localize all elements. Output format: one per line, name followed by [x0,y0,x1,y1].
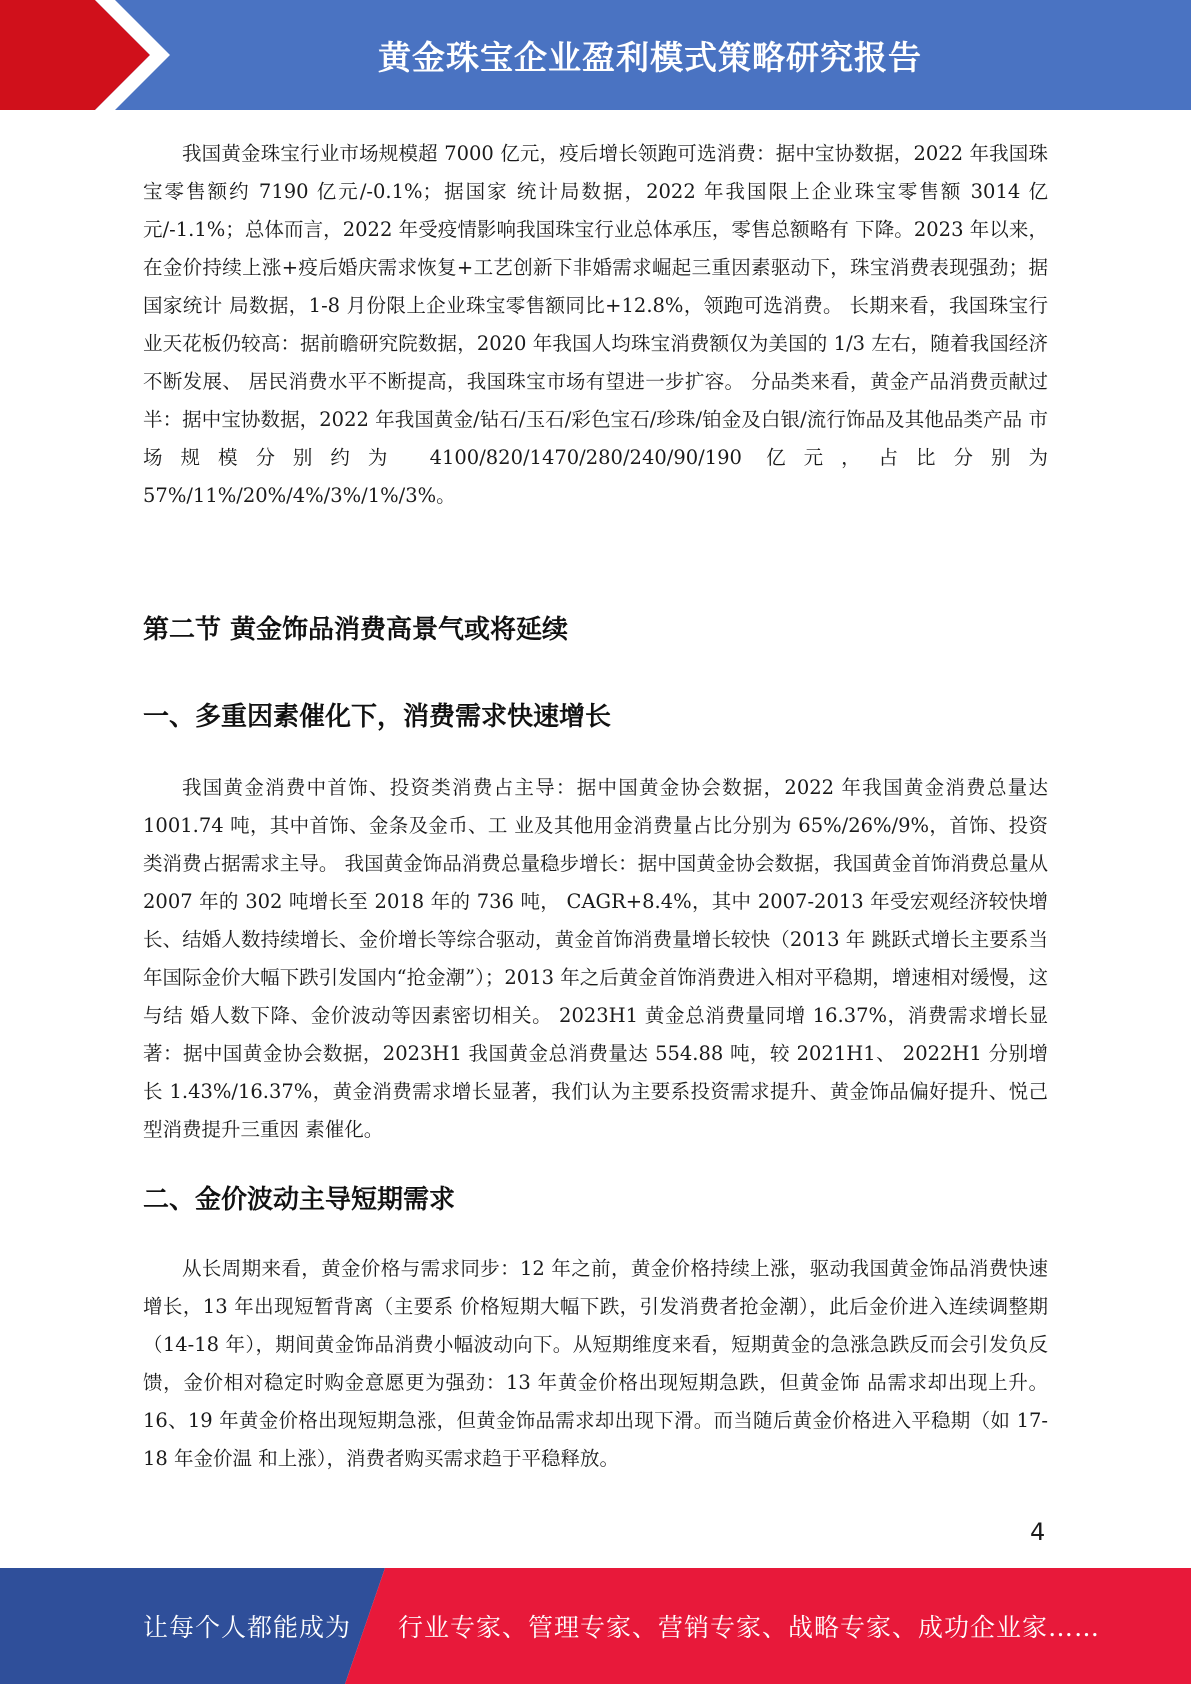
page-header [0,0,1191,110]
report-title: 黄金珠宝企业盈利模式策略研究报告 [378,37,922,77]
section-title: 第二节 黄金饰品消费高景气或将延续 [143,615,569,645]
footer-slogan-left: 让每个人都能成为 [143,1613,352,1642]
section-heading-block [143,609,1048,646]
footer-slogan-right: 行业专家、管理专家、营销专家、战略专家、成功企业家…… [398,1613,1101,1642]
subsection1-heading-block [143,696,1048,733]
subsection2-paragraph: 从长周期来看，黄金价格与需求同步：12 年之前，黄金价格持续上涨，驱动我国黄金饰品消费快速增长，13 年出现短暂背离（主要系 价格短期大幅下跌，引发消费者抢金潮），此后金价进入连续调整期（14-18 年），期间黄金饰品消费小幅波动向下。从短期维度来看，短期黄金的急涨急跌反而会引发负反馈，金价相对稳定时购金意愿更为强劲：13 年黄金价格出现短期急跌，但黄金饰 品需求却出现上升。16、19 年黄金价格出现短期急涨，但黄金饰品需求却出现下滑。而当随后黄金价格进入平稳期（如 17-18 年金价温 和上涨），消费者购买需求趋于平稳释放。 [143,1257,1048,1470]
subsection2-body [143,1250,1048,1478]
subsection1-body [143,769,1048,1149]
intro-paragraph: 我国黄金珠宝行业市场规模超 7000 亿元，疫后增长领跑可选消费：据中宝协数据，2022 年我国珠宝零售额约 7190 亿元/-0.1%；据国家 统计局数据，2022 年我国限上企业珠宝零售额 3014 亿元/-1.1%；总体而言，2022 年受疫情影响我国珠宝行业总体承压，零售总额略有 下降。2023 年以来，在金价持续上涨+疫后婚庆需求恢复+工艺创新下非婚需求崛起三重因素驱动下，珠宝消费表现强劲；据国家统计 局数据，1-8 月份限上企业珠宝零售额同比+12.8%，领跑可选消费。 长期来看，我国珠宝行业天花板仍较高：据前瞻研究院数据，2020 年我国人均珠宝消费额仅为美国的 1/3 左右，随着我国经济不断发展、 居民消费水平不断提高，我国珠宝市场有望进一步扩容。 分品类来看，黄金产品消费贡献过半：据中宝协数据，2022 年我国黄金/钻石/玉石/彩色宝石/珍珠/铂金及白银/流行饰品及其他品类产品 市场规模分别约为 4100/820/1470/280/240/90/190 亿元，占比分别为 57%/11%/20%/4%/3%/1%/3%。 [143,142,1048,507]
subsection1-title: 一、多重因素催化下，消费需求快速增长 [143,702,612,732]
subsection1-paragraph: 我国黄金消费中首饰、投资类消费占主导：据中国黄金协会数据，2022 年我国黄金消费总量达 1001.74 吨，其中首饰、金条及金币、工 业及其他用金消费量占比分别为 65%/26%/9%，首饰、投资类消费占据需求主导。 我国黄金饰品消费总量稳步增长：据中国黄金协会数据，我国黄金首饰消费总量从 2007 年的 302 吨增长至 2018 年的 736 吨， CAGR+8.4%，其中 2007-2013 年受宏观经济较快增长、结婚人数持续增长、金价增长等综合驱动，黄金首饰消费量增长较快（2013 年 跳跃式增长主要系当年国际金价大幅下跌引发国内“抢金潮”）；2013 年之后黄金首饰消费进入相对平稳期，增速相对缓慢，这与结 婚人数下降、金价波动等因素密切相关。 2023H1 黄金总消费量同增 16.37%，消费需求增长显著：据中国黄金协会数据，2023H1 我国黄金总消费量达 554.88 吨，较 2021H1、 2022H1 分别增长 1.43%/16.37%，黄金消费需求增长显著，我们认为主要系投资需求提升、黄金饰品偏好提升、悦己型消费提升三重因 素催化。 [143,776,1048,1141]
page-footer [0,1568,1191,1684]
intro-section [143,135,1048,515]
subsection2-title: 二、金价波动主导短期需求 [143,1185,456,1215]
page-number: 4 [1030,1518,1046,1546]
subsection2-heading-block [143,1179,1048,1216]
